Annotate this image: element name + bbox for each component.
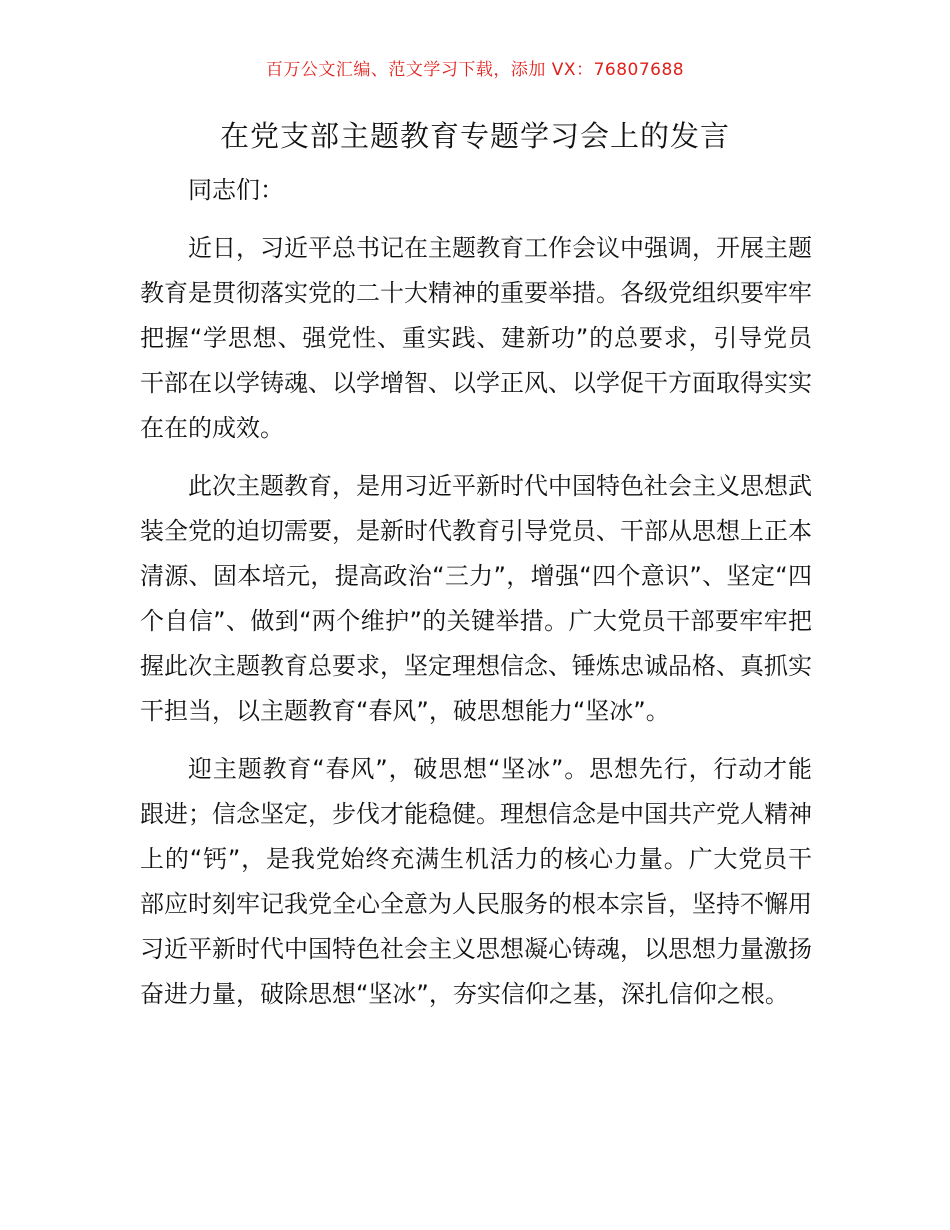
salutation: 同志们： (188, 176, 284, 204)
paragraph-2: 此次主题教育，是用习近平新时代中国特色社会主义思想武装全党的迫切需要，是新时代教育引导党员、干部从思想上正本清源、固本培元，提高政治“三力”，增强“四个意识”、坚定“四个自信”、做到“两个维护”的关键举措。广大党员干部要牢牢把握此次主题教育总要求，坚定理想信念、锤炼忠诚品格、真抓实干担当，以主题教育“春风”，破思想能力“坚冰”。 (140, 472, 812, 725)
document-title: 在党支部主题教育专题学习会上的发言 (219, 119, 730, 153)
document-body (140, 168, 812, 1030)
paragraph-3: 迎主题教育“春风”，破思想“坚冰”。思想先行，行动才能跟进；信念坚定，步伐才能稳健。理想信念是中国共产党人精神上的“钙”，是我党始终充满生机活力的核心力量。广大党员干部应时刻牢记我党全心全意为人民服务的根本宗旨，坚持不懈用习近平新时代中国特色社会主义思想凝心铸魂，以思想力量激扬奋进力量，破除思想“坚冰”，夯实信仰之基，深扎信仰之根。 (140, 755, 812, 1008)
paragraph-1: 近日，习近平总书记在主题教育工作会议中强调，开展主题教育是贯彻落实党的二十大精神的重要举措。各级党组织要牢牢把握“学思想、强党性、重实践、建新功”的总要求，引导党员干部在以学铸魂、以学增智、以学正风、以学促干方面取得实实在在的成效。 (140, 234, 812, 442)
promo-banner: 百万公文汇编、范文学习下载，添加 VX：76807688 (265, 60, 685, 80)
